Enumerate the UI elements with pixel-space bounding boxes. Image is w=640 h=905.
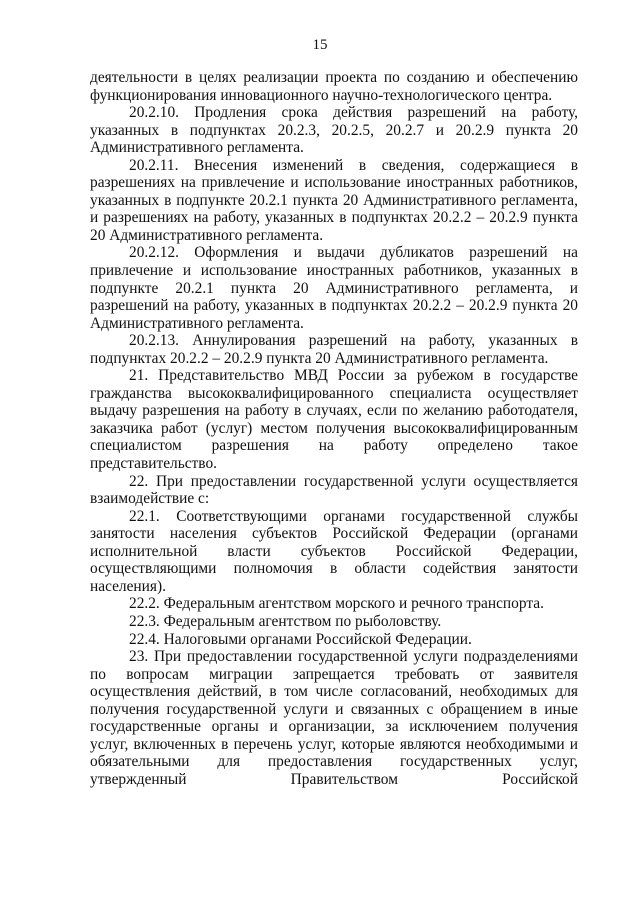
paragraph-20-2-10: 20.2.10. Продления срока действия разрешений на работу, указанных в подпунктах 20.2.3, 20.2.5, 20.2.7 и 20.2.9 пункта 20 Административного регламента. bbox=[90, 104, 578, 157]
paragraph-22-1: 22.1. Соответствующими органами государственной службы занятости населения субъектов Российской Федерации (органами исполнительной власти субъектов Российской Федерации, осуществляющими полномочия в области содействия занятости населения). bbox=[90, 507, 578, 595]
paragraph-continuation: деятельности в целях реализации проекта по созданию и обеспечению функционирования инновационного научно-технологического центра. bbox=[90, 69, 578, 104]
paragraph-20-2-12: 20.2.12. Оформления и выдачи дубликатов разрешений на привлечение и использование иностранных работников, указанных в подпункте 20.2.1 пункта 20 Административного регламента, и разрешений на работу, указанных в подпунктах 20.2.2 – 20.2.9 пункта 20 Административного регламента. bbox=[90, 244, 578, 332]
document-body bbox=[90, 69, 578, 788]
paragraph-20-2-11: 20.2.11. Внесения изменений в сведения, содержащиеся в разрешениях на привлечение и использование иностранных работников, указанных в подпункте 20.2.1 пункта 20 Административного регламента, и разрешениях на работу, указанных в подпунктах 20.2.2 – 20.2.9 пункта 20 Административного регламента. bbox=[90, 156, 578, 244]
paragraph-20-2-13: 20.2.13. Аннулирования разрешений на работу, указанных в подпунктах 20.2.2 – 20.2.9 пункта 20 Административного регламента. bbox=[90, 332, 578, 367]
paragraph-22-3: 22.3. Федеральным агентством по рыболовству. bbox=[129, 612, 442, 630]
paragraph-23: 23. При предоставлении государственной услуги подразделениями по вопросам миграции запрещается требовать от заявителя осуществления действий, в том числе согласований, необходимых для получения государственной услуги и связанных с обращением в иные государственные органы и организации, за исключением получения услуг, включенных в перечень услуг, которые являются необходимыми и обязательными для предоставления государственных услуг, утвержденный Правительством Российской bbox=[90, 648, 578, 788]
page-number: 15 bbox=[312, 37, 328, 53]
paragraph-21: 21. Представительство МВД России за рубежом в государстве гражданства высококвалифицированного специалиста осуществляет выдачу разрешения на работу в случаях, если по желанию работодателя, заказчика работ (услуг) местом получения высококвалифицированным специалистом разрешения на работу определено такое представительство. bbox=[90, 367, 578, 473]
paragraph-22: 22. При предоставлении государственной услуги осуществляется взаимодействие с: bbox=[90, 472, 578, 508]
paragraph-22-4: 22.4. Налоговыми органами Российской Федерации. bbox=[129, 630, 472, 648]
paragraph-22-2: 22.2. Федеральным агентством морского и речного транспорта. bbox=[129, 595, 544, 613]
